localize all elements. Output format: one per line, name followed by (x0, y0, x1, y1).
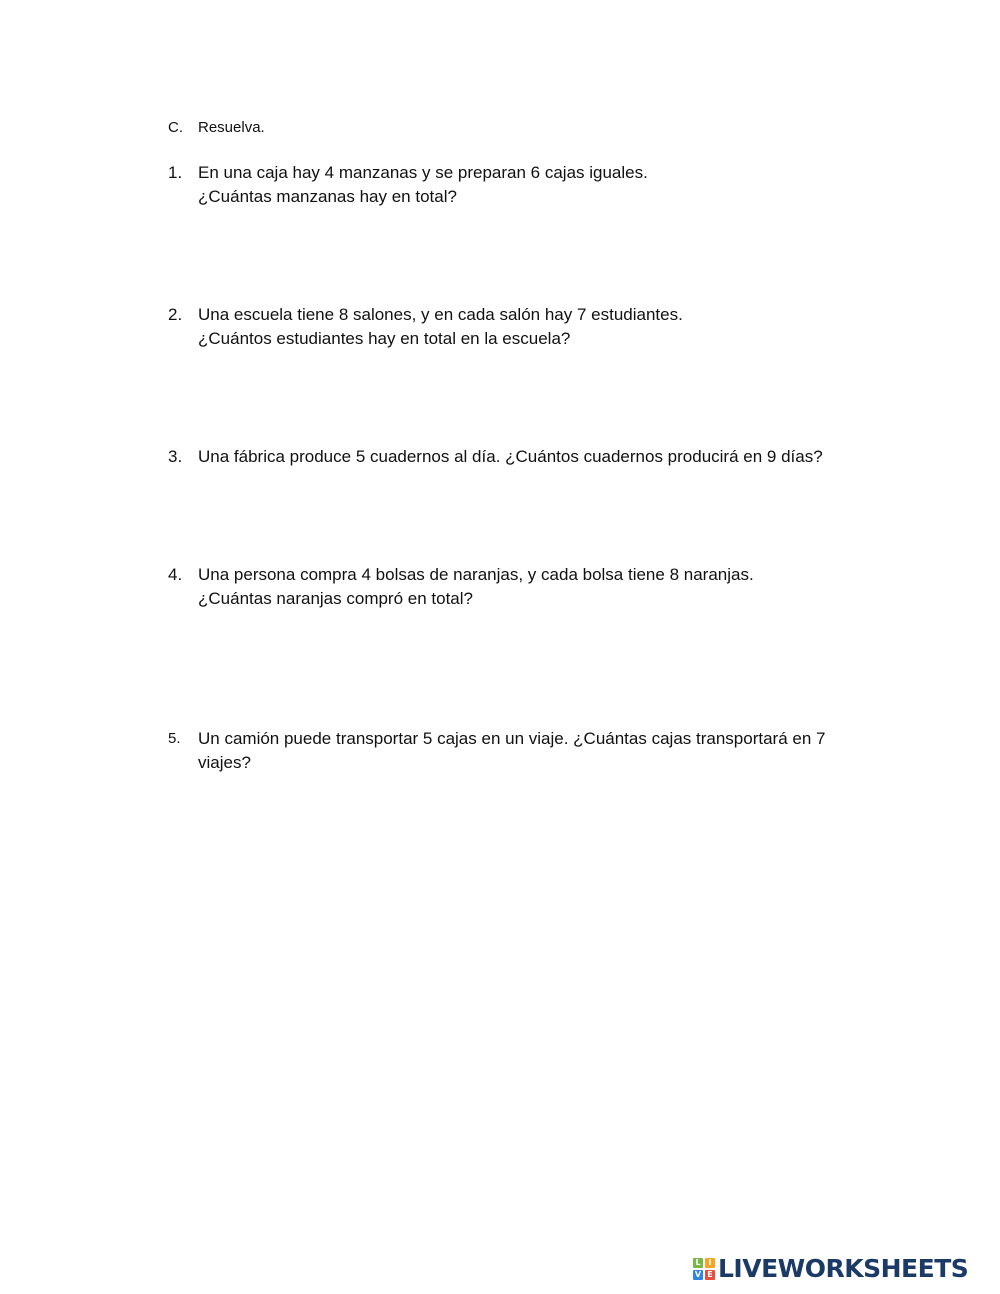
liveworksheets-logo (693, 1256, 968, 1282)
problem-1-line-1: En una caja hay 4 manzanas y se preparan 6 cajas iguales. (198, 163, 648, 182)
logo-badge-i: I (705, 1258, 715, 1268)
problem-4-number: 4. (168, 565, 183, 584)
problem-5-line-2: viajes? (198, 753, 251, 772)
problem-5-number: 5. (168, 730, 181, 747)
logo-badge-icon (693, 1258, 715, 1280)
problem-1-line-2: ¿Cuántas manzanas hay en total? (198, 187, 457, 206)
logo-badge-l: L (693, 1258, 703, 1268)
problem-5-line-1: Un camión puede transportar 5 cajas en un viaje. ¿Cuántas cajas transportará en 7 (198, 729, 826, 748)
problem-2-number: 2. (168, 305, 183, 324)
problem-3-line-1: Una fábrica produce 5 cuadernos al día. ¿Cuántos cuadernos producirá en 9 días? (198, 447, 823, 466)
problem-1-number: 1. (168, 163, 183, 182)
problem-2-line-1: Una escuela tiene 8 salones, y en cada salón hay 7 estudiantes. (198, 305, 683, 324)
problem-2-line-2: ¿Cuántos estudiantes hay en total en la escuela? (198, 329, 571, 348)
problem-4-line-1: Una persona compra 4 bolsas de naranjas, y cada bolsa tiene 8 naranjas. (198, 565, 754, 584)
problem-3-number: 3. (168, 447, 183, 466)
section-letter: C. (168, 119, 183, 136)
section-instruction: Resuelva. (198, 119, 265, 136)
problem-4-line-2: ¿Cuántas naranjas compró en total? (198, 589, 473, 608)
logo-badge-e: E (705, 1270, 715, 1280)
logo-badge-v: V (694, 1270, 702, 1279)
logo-text: LIVEWORKSHEETS (718, 1254, 969, 1283)
